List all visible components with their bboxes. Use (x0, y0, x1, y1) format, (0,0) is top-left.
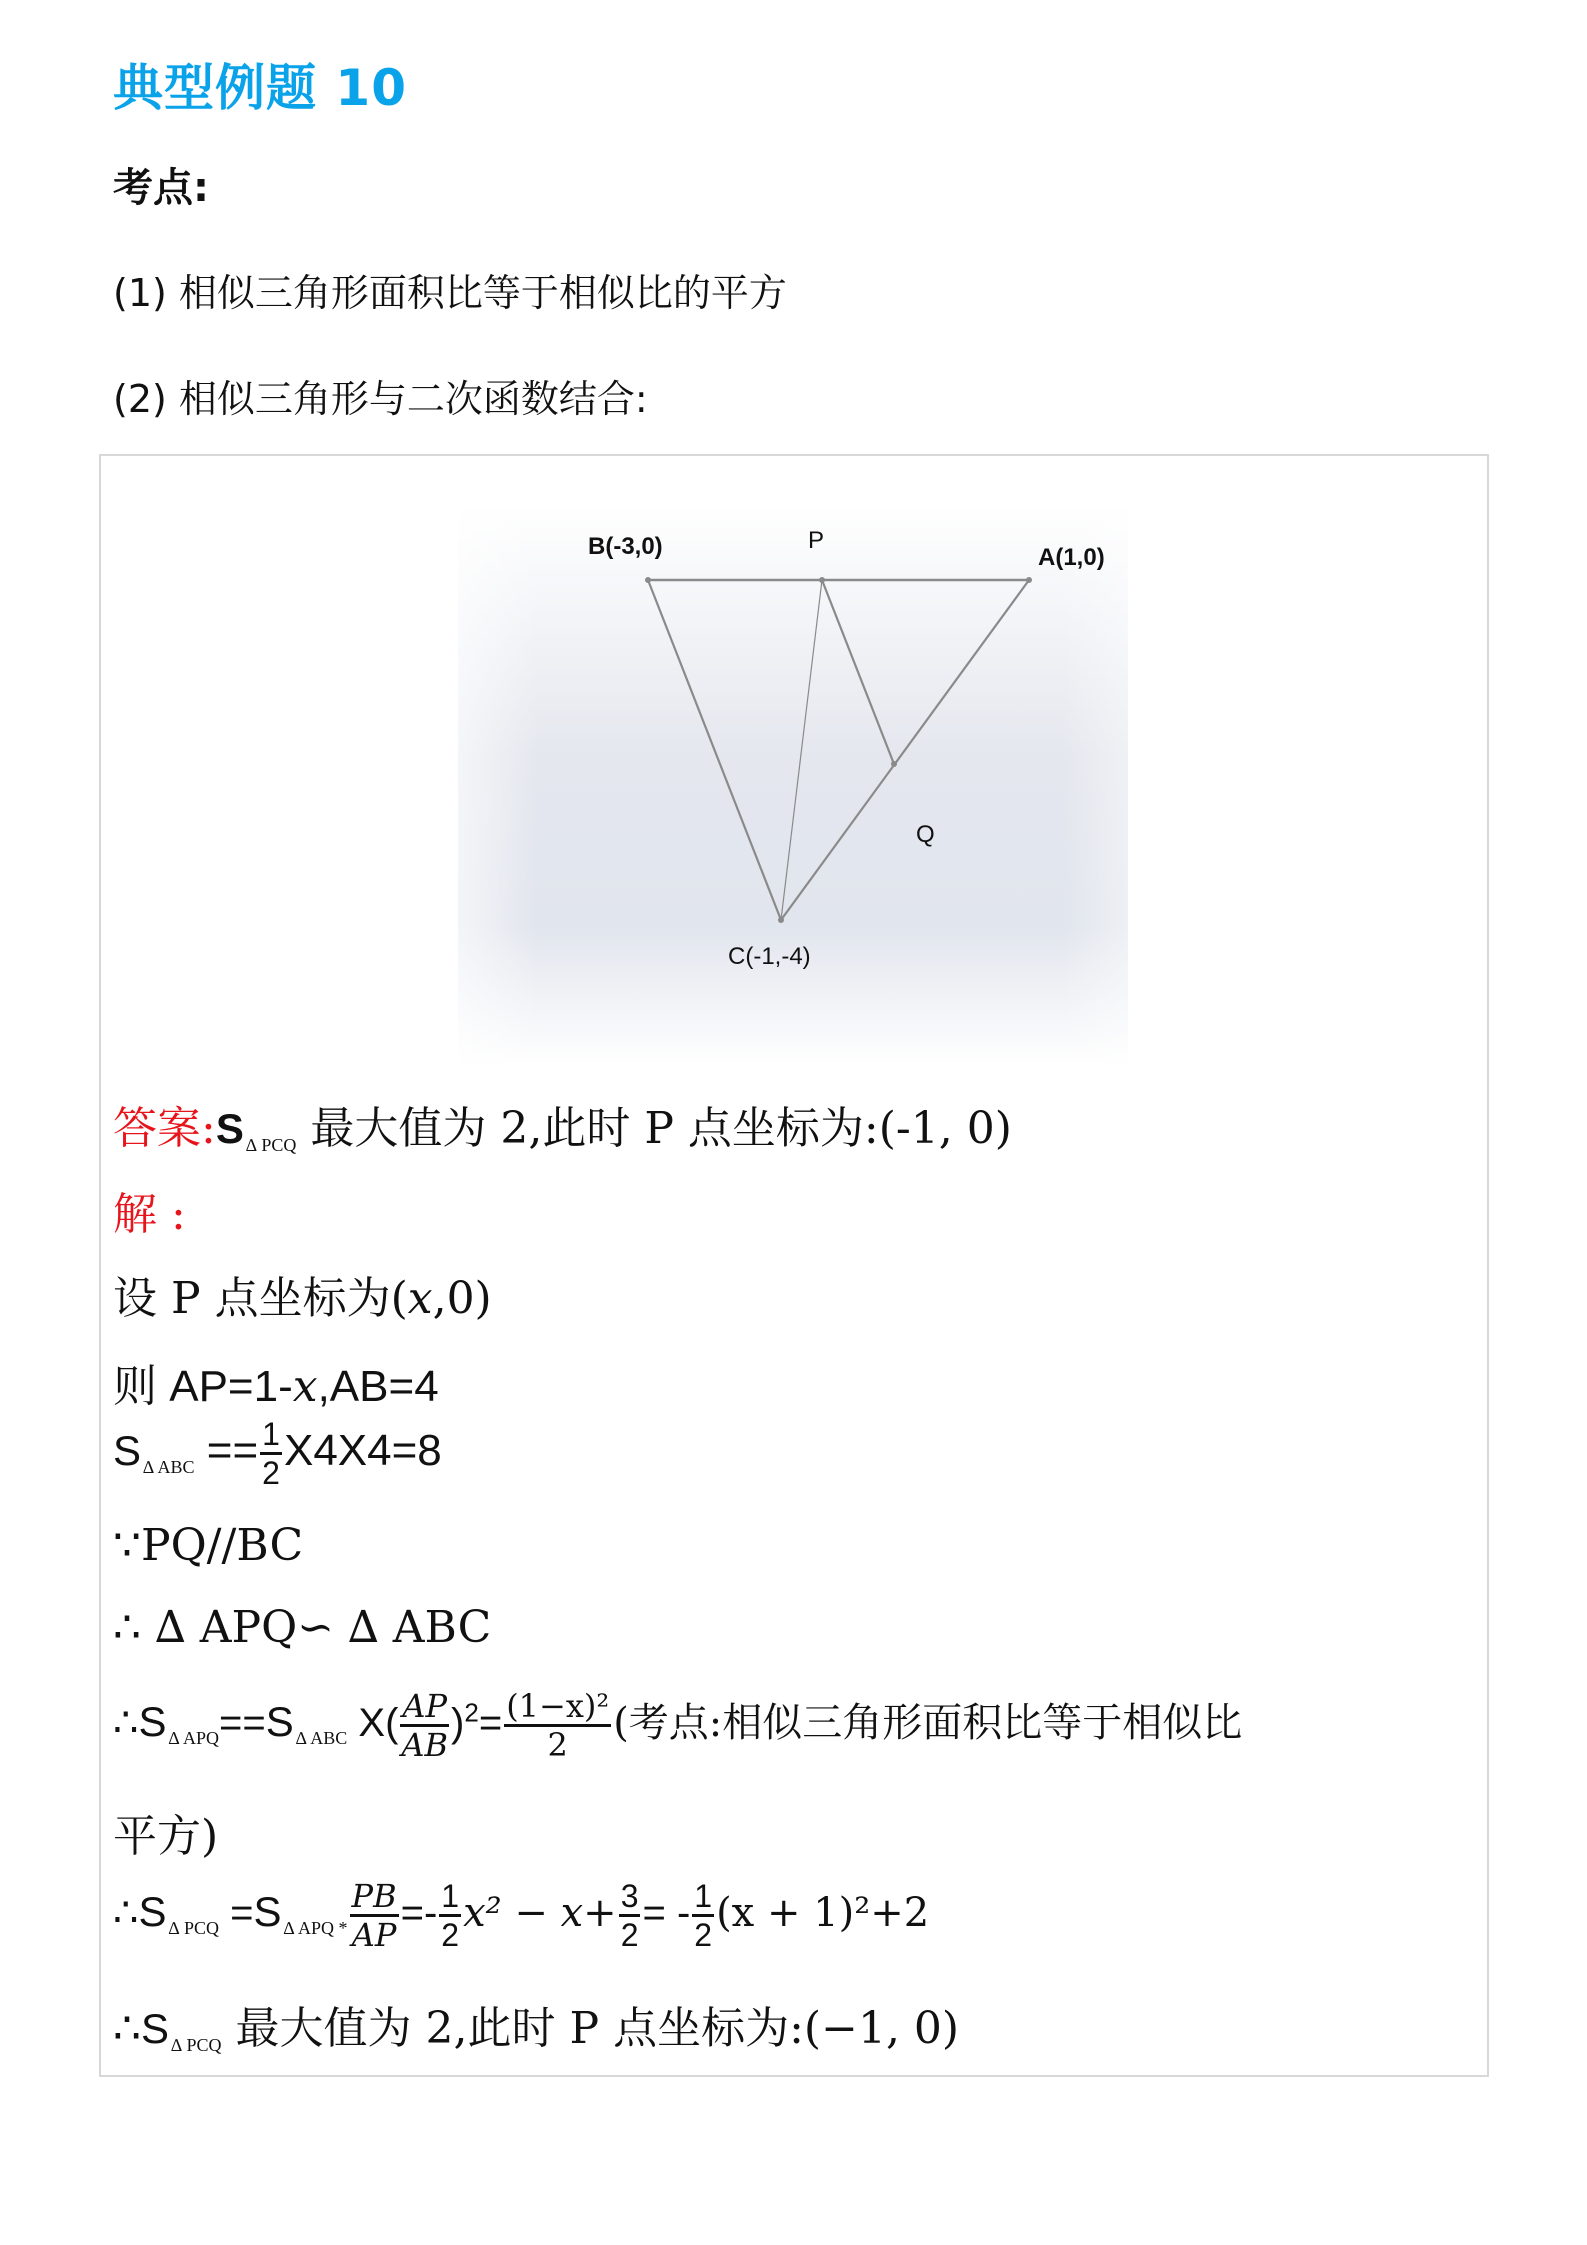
label-C: C(-1,-4) (728, 943, 811, 970)
answer-label: 答案: (113, 1103, 216, 1154)
solution-line-2: 则 AP=1-x,AB=4 (113, 1361, 439, 1412)
label-B: B(-3,0) (588, 533, 663, 560)
label-P: P (808, 527, 825, 554)
kaodian-item-2: (2) 相似三角形与二次函数结合: (113, 377, 648, 421)
point-Q (891, 761, 897, 767)
geometry-diagram (458, 503, 1128, 1067)
kaodian-heading: 考点: (113, 165, 209, 211)
solution-line-4: ∵PQ//BC (113, 1520, 304, 1571)
point-C (778, 917, 784, 923)
solution-label: 解 : (113, 1189, 186, 1240)
label-A: A(1,0) (1038, 544, 1105, 571)
solution-line-3: S $_{\Delta ABC}$ == $\frac{1}{2}$ X4X4=8 (113, 1416, 442, 1491)
solution-line-1: 设 P 点坐标为(x,0) (113, 1273, 492, 1324)
solution-line-6: ∴S $_{\Delta APQ}$==S $_{\Delta ABC}$ X( $\frac{AP}{AB}$ )$^2$= $\frac{\text{(1−x)²}}{2}$ (考点:相似三角形面积比等于相似比 (113, 1687, 1243, 1764)
answer-line: 答案:S $_{\Delta PCQ}$ 最大值为 2,此时 P 点坐标为:(-1, 0) (113, 1103, 1012, 1155)
kaodian-item-1: (1) 相似三角形面积比等于相似比的平方 (113, 271, 787, 315)
point-A (1026, 577, 1032, 583)
solution-line-7: 平方) (113, 1811, 219, 1862)
answer-text: 最大值为 2,此时 P 点坐标为:(-1, 0) (310, 1103, 1012, 1154)
solution-line-8: ∴S $_{\Delta PCQ}$ =S $_{\Delta APQ *}$ $\frac{PB}{AP}$ =- $\frac{1}{2}$ x² − x+ $\frac{3}{2}$ = - $\frac{1}{2}$ (x + 1)²+2 (113, 1877, 930, 1954)
point-P (819, 577, 825, 583)
label-Q: Q (916, 821, 935, 848)
page-title: 典型例题 10 (113, 59, 407, 117)
point-B (645, 577, 651, 583)
solution-line-9: ∴S $_{\Delta PCQ}$ 最大值为 2,此时 P 点坐标为:(−1, 0) (113, 2003, 960, 2055)
solution-line-5: ∴ ∆ APQ∽ ∆ ABC (113, 1602, 492, 1653)
